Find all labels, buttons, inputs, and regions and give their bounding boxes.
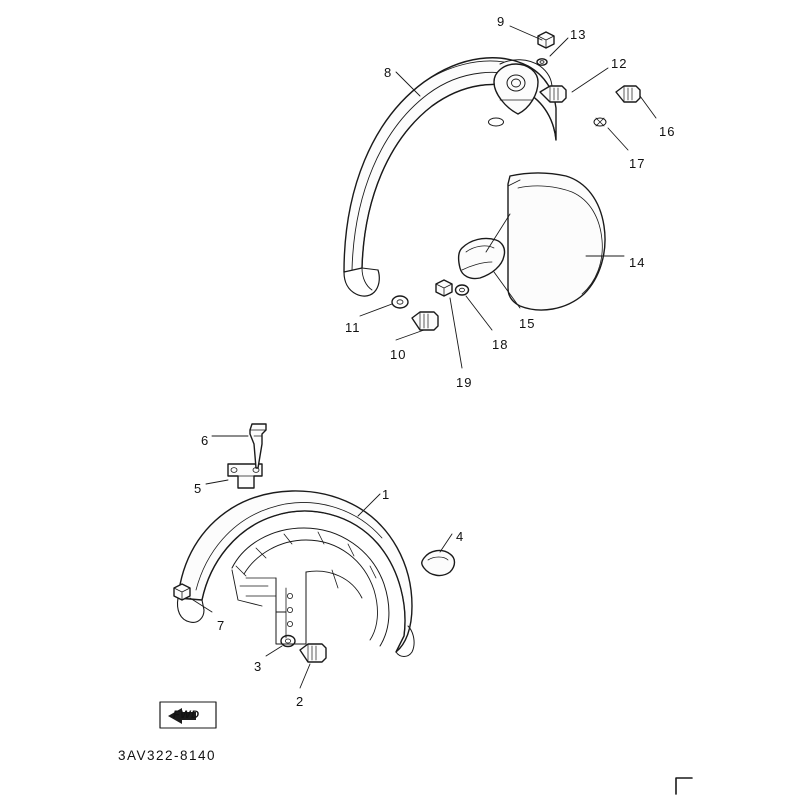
callout-15: 15 [519, 316, 536, 331]
callout-9: 9 [497, 14, 506, 29]
callout-14: 14 [629, 255, 646, 270]
callout-6: 6 [201, 433, 210, 448]
callout-1: 1 [382, 487, 391, 502]
callout-3: 3 [254, 659, 263, 674]
callout-19: 19 [456, 375, 473, 390]
callout-2: 2 [296, 694, 305, 709]
callout-16: 16 [659, 124, 676, 139]
callout-10: 10 [390, 347, 407, 362]
fwd-label: FWD [173, 709, 200, 721]
callout-7: 7 [217, 618, 226, 633]
callout-12: 12 [611, 56, 628, 71]
callout-13: 13 [570, 27, 587, 42]
callout-4: 4 [456, 529, 465, 544]
callout-17: 17 [629, 156, 646, 171]
callout-18: 18 [492, 337, 509, 352]
part-number: 3AV322-8140 [118, 748, 217, 763]
callout-8: 8 [384, 65, 393, 80]
callout-5: 5 [194, 481, 203, 496]
callout-11: 11 [345, 320, 361, 335]
